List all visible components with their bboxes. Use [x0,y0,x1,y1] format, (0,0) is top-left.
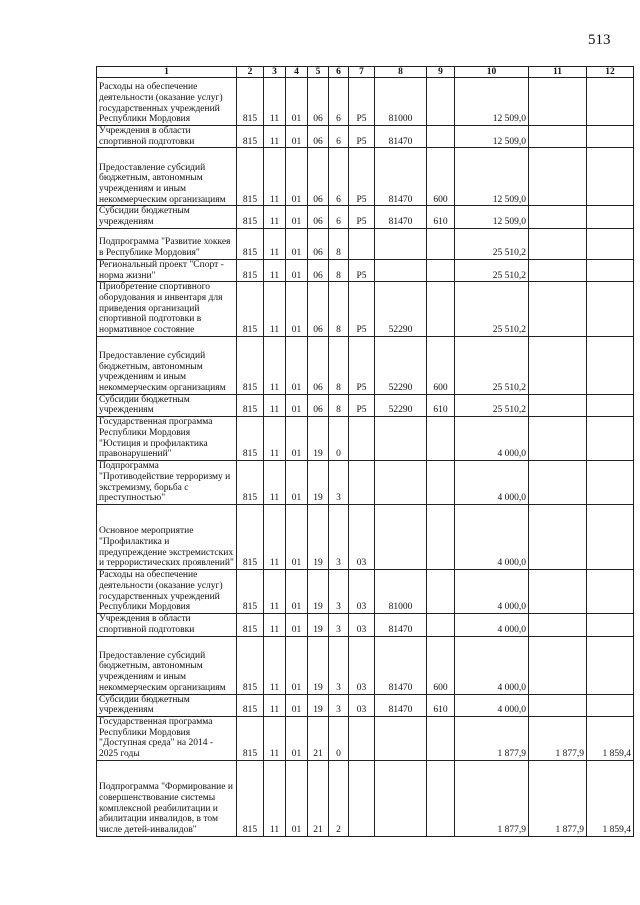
table-cell [587,228,634,259]
table-cell: 01 [286,126,308,148]
row-name-cell: Субсидии бюджетным учреждениям [97,694,237,716]
table-cell [529,505,587,570]
table-cell: 600 [427,336,455,394]
table-cell [529,228,587,259]
table-cell: 11 [264,394,286,416]
column-header: 10 [455,67,529,78]
row-name-cell: Предоставление субсидий бюджетным, автономным учреждениям и иным некоммерческим организациям [97,336,237,394]
row-name-cell: Подпрограмма "Формирование и совершенствование системы комплексной реабилитации и абилитации инвалидов, в том числе детей-инвалидов" [97,760,237,836]
row-name-cell: Региональный проект "Спорт - норма жизни" [97,259,237,281]
table-cell: 8 [329,259,349,281]
table-cell: 01 [286,394,308,416]
table-cell [587,461,634,505]
column-header: 4 [286,67,308,78]
table-cell [349,760,375,836]
table-cell: 815 [237,259,264,281]
table-cell: 610 [427,206,455,228]
header-row [97,67,634,78]
table-cell [529,694,587,716]
table-cell [587,505,634,570]
table-row [97,614,634,636]
table-cell [375,259,427,281]
table-cell: 8 [329,394,349,416]
table-cell [529,417,587,461]
column-header: 5 [308,67,329,78]
table-cell [587,126,634,148]
table-cell: 01 [286,228,308,259]
table-cell [529,336,587,394]
table-cell: 815 [237,760,264,836]
table-cell: 81470 [375,636,427,694]
table-cell: P5 [349,394,375,416]
table-cell: 06 [308,206,329,228]
table-cell [375,760,427,836]
table-cell: 21 [308,760,329,836]
table-cell: 1 859,4 [587,716,634,760]
table-cell [427,228,455,259]
row-name-cell: Учреждения в области спортивной подготовки [97,126,237,148]
table-cell: 4 000,0 [455,505,529,570]
table-row [97,417,634,461]
table-row [97,694,634,716]
table-row [97,282,634,337]
table-cell [427,78,455,126]
table-cell [375,417,427,461]
table-cell: 06 [308,126,329,148]
row-name-cell: Основное мероприятие "Профилактика и предупреждение экстремистских и террористических проявлений" [97,505,237,570]
table-row [97,394,634,416]
table-cell [529,148,587,206]
table-cell: 06 [308,148,329,206]
table-cell: 11 [264,206,286,228]
table-cell: 11 [264,716,286,760]
table-row [97,636,634,694]
column-header: 8 [375,67,427,78]
table-cell: 01 [286,282,308,337]
table-cell: 81000 [375,78,427,126]
table-cell: 01 [286,614,308,636]
table-cell: 11 [264,461,286,505]
table-cell: 11 [264,636,286,694]
table-cell: 11 [264,614,286,636]
table-row [97,716,634,760]
table-cell: 81470 [375,614,427,636]
table-cell: 6 [329,148,349,206]
table-cell: 01 [286,148,308,206]
table-cell [375,505,427,570]
table-row [97,126,634,148]
table-cell: 01 [286,505,308,570]
table-cell [427,760,455,836]
table-cell: 11 [264,282,286,337]
table-cell: 19 [308,505,329,570]
table-cell: 4 000,0 [455,461,529,505]
table-cell: 610 [427,694,455,716]
table-cell: P5 [349,206,375,228]
table-cell [427,282,455,337]
table-cell: 01 [286,206,308,228]
table-row [97,206,634,228]
table-cell: 11 [264,760,286,836]
table-cell [349,461,375,505]
table-cell [587,417,634,461]
table-cell [587,78,634,126]
table-cell [427,461,455,505]
table-cell [427,614,455,636]
table-cell: 815 [237,394,264,416]
table-cell: 8 [329,336,349,394]
table-cell: 815 [237,570,264,614]
table-cell: 3 [329,461,349,505]
table-cell: 19 [308,614,329,636]
budget-table [96,66,634,837]
table-cell: 815 [237,228,264,259]
table-cell: 01 [286,694,308,716]
table-cell: 815 [237,694,264,716]
table-cell: 06 [308,282,329,337]
table-cell: P5 [349,282,375,337]
table-cell: 815 [237,282,264,337]
table-cell [427,570,455,614]
table-cell: 19 [308,694,329,716]
table-cell: 19 [308,417,329,461]
table-cell: 01 [286,417,308,461]
table-cell: 0 [329,716,349,760]
table-cell: 1 877,9 [529,716,587,760]
table-cell: 01 [286,570,308,614]
table-cell: 4 000,0 [455,417,529,461]
table-cell: 815 [237,126,264,148]
table-row [97,461,634,505]
column-header: 1 [97,67,237,78]
table-cell: 01 [286,336,308,394]
table-cell: 81470 [375,126,427,148]
table-cell: 11 [264,228,286,259]
table-cell [587,570,634,614]
table-cell [529,206,587,228]
table-cell [529,126,587,148]
table-cell [587,694,634,716]
row-name-cell: Предоставление субсидий бюджетным, автономным учреждениям и иным некоммерческим организациям [97,148,237,206]
table-cell: P5 [349,126,375,148]
column-header: 9 [427,67,455,78]
table-cell: 815 [237,206,264,228]
table-cell [529,282,587,337]
table-cell: 1 877,9 [455,760,529,836]
row-name-cell: Государственная программа Республики Мордовия "Юстиция и профилактика правонарушений" [97,417,237,461]
table-cell: 11 [264,417,286,461]
table-cell [587,206,634,228]
table-cell: 815 [237,148,264,206]
table-cell: 815 [237,636,264,694]
table-cell [587,394,634,416]
table-cell: 815 [237,417,264,461]
table-row [97,336,634,394]
table-cell: 12 509,0 [455,78,529,126]
table-row [97,228,634,259]
table-cell: 815 [237,614,264,636]
table-cell: 06 [308,336,329,394]
table-cell: 610 [427,394,455,416]
table-cell: 19 [308,461,329,505]
table-cell [427,126,455,148]
table-cell: 11 [264,78,286,126]
table-cell: 815 [237,505,264,570]
table-cell: 4 000,0 [455,694,529,716]
table-cell [529,78,587,126]
table-cell [529,259,587,281]
table-cell: 11 [264,694,286,716]
table-cell: 52290 [375,394,427,416]
table-cell: 06 [308,228,329,259]
table-cell: 01 [286,716,308,760]
table-cell [375,228,427,259]
table-cell: 6 [329,206,349,228]
column-header: 7 [349,67,375,78]
table-cell: 52290 [375,336,427,394]
table-cell: 25 510,2 [455,282,529,337]
table-cell [349,716,375,760]
table-cell: 52290 [375,282,427,337]
row-name-cell: Учреждения в области спортивной подготовки [97,614,237,636]
table-cell: 81470 [375,148,427,206]
table-cell [427,716,455,760]
table-cell [529,636,587,694]
table-cell: 1 877,9 [455,716,529,760]
table-cell [529,461,587,505]
table-cell: 3 [329,636,349,694]
table-cell: 3 [329,570,349,614]
table-cell: 4 000,0 [455,570,529,614]
table-cell: 815 [237,461,264,505]
table-cell [427,417,455,461]
table-cell: 06 [308,394,329,416]
row-name-cell: Подпрограмма "Развитие хоккея в Республике Мордовия" [97,228,237,259]
table-cell: 600 [427,636,455,694]
table-cell: 11 [264,505,286,570]
table-cell: 8 [329,282,349,337]
table-cell: P5 [349,336,375,394]
table-cell: 6 [329,126,349,148]
row-name-cell: Субсидии бюджетным учреждениям [97,394,237,416]
table-cell [349,417,375,461]
column-header: 11 [529,67,587,78]
table-cell [587,336,634,394]
table-cell: 81470 [375,694,427,716]
table-cell [427,505,455,570]
column-header: 12 [587,67,634,78]
table-cell: 01 [286,259,308,281]
table-cell: 03 [349,505,375,570]
table-cell [529,614,587,636]
table-cell: 81470 [375,206,427,228]
row-name-cell: Подпрограмма "Противодействие терроризму и экстремизму, борьба с преступностью" [97,461,237,505]
table-cell: 12 509,0 [455,148,529,206]
table-cell: 600 [427,148,455,206]
table-row [97,259,634,281]
table-cell [587,148,634,206]
table-cell: 19 [308,570,329,614]
row-name-cell: Предоставление субсидий бюджетным, автономным учреждениям и иным некоммерческим организациям [97,636,237,694]
table-cell: P5 [349,78,375,126]
table-cell: 815 [237,336,264,394]
table-cell: 01 [286,760,308,836]
table-row [97,148,634,206]
table-cell [587,636,634,694]
row-name-cell: Субсидии бюджетным учреждениям [97,206,237,228]
table-cell: 3 [329,694,349,716]
row-name-cell: Государственная программа Республики Мордовия "Доступная среда" на 2014 - 2025 годы [97,716,237,760]
row-name-cell: Приобретение спортивного оборудования и инвентаря для приведения организаций спортивной подготовки в нормативное состояние [97,282,237,337]
table-cell [427,259,455,281]
column-header: 6 [329,67,349,78]
table-cell: P5 [349,148,375,206]
table-cell: 4 000,0 [455,614,529,636]
table-cell: 21 [308,716,329,760]
table-row [97,505,634,570]
table-cell: 01 [286,636,308,694]
table-cell: 815 [237,78,264,126]
table-cell: 03 [349,694,375,716]
column-header: 2 [237,67,264,78]
table-cell: 25 510,2 [455,259,529,281]
table-cell: 2 [329,760,349,836]
table-cell: 25 510,2 [455,228,529,259]
row-name-cell: Расходы на обеспечение деятельности (оказание услуг) государственных учреждений Республики Мордовия [97,570,237,614]
table-cell: 11 [264,259,286,281]
table-cell: 815 [237,716,264,760]
table-cell: 4 000,0 [455,636,529,694]
page-number: 513 [588,32,611,48]
table-cell: 25 510,2 [455,336,529,394]
table-cell: 11 [264,126,286,148]
table-cell: 03 [349,570,375,614]
table-cell: 81000 [375,570,427,614]
table-cell: 6 [329,78,349,126]
table-cell [529,570,587,614]
table-cell: 3 [329,505,349,570]
table-cell: 11 [264,570,286,614]
table-cell: 12 509,0 [455,206,529,228]
table-cell: 12 509,0 [455,126,529,148]
table-cell [587,614,634,636]
table-cell: 19 [308,636,329,694]
table-cell: P5 [349,259,375,281]
table-cell: 01 [286,461,308,505]
table-cell: 3 [329,614,349,636]
table-cell [529,394,587,416]
table-cell [375,461,427,505]
table-row [97,570,634,614]
table-cell: 1 877,9 [529,760,587,836]
table-cell [587,282,634,337]
table-cell [587,259,634,281]
table-cell: 0 [329,417,349,461]
table-cell: 06 [308,78,329,126]
table-cell [349,228,375,259]
table-cell [375,716,427,760]
table-cell: 25 510,2 [455,394,529,416]
table-cell: 11 [264,336,286,394]
table-cell: 03 [349,636,375,694]
table-cell: 8 [329,228,349,259]
table-cell: 03 [349,614,375,636]
table-row [97,760,634,836]
table-cell: 11 [264,148,286,206]
table-cell: 01 [286,78,308,126]
table-cell: 06 [308,259,329,281]
row-name-cell: Расходы на обеспечение деятельности (оказание услуг) государственных учреждений Республики Мордовия [97,78,237,126]
column-header: 3 [264,67,286,78]
table-cell: 1 859,4 [587,760,634,836]
table-row [97,78,634,126]
